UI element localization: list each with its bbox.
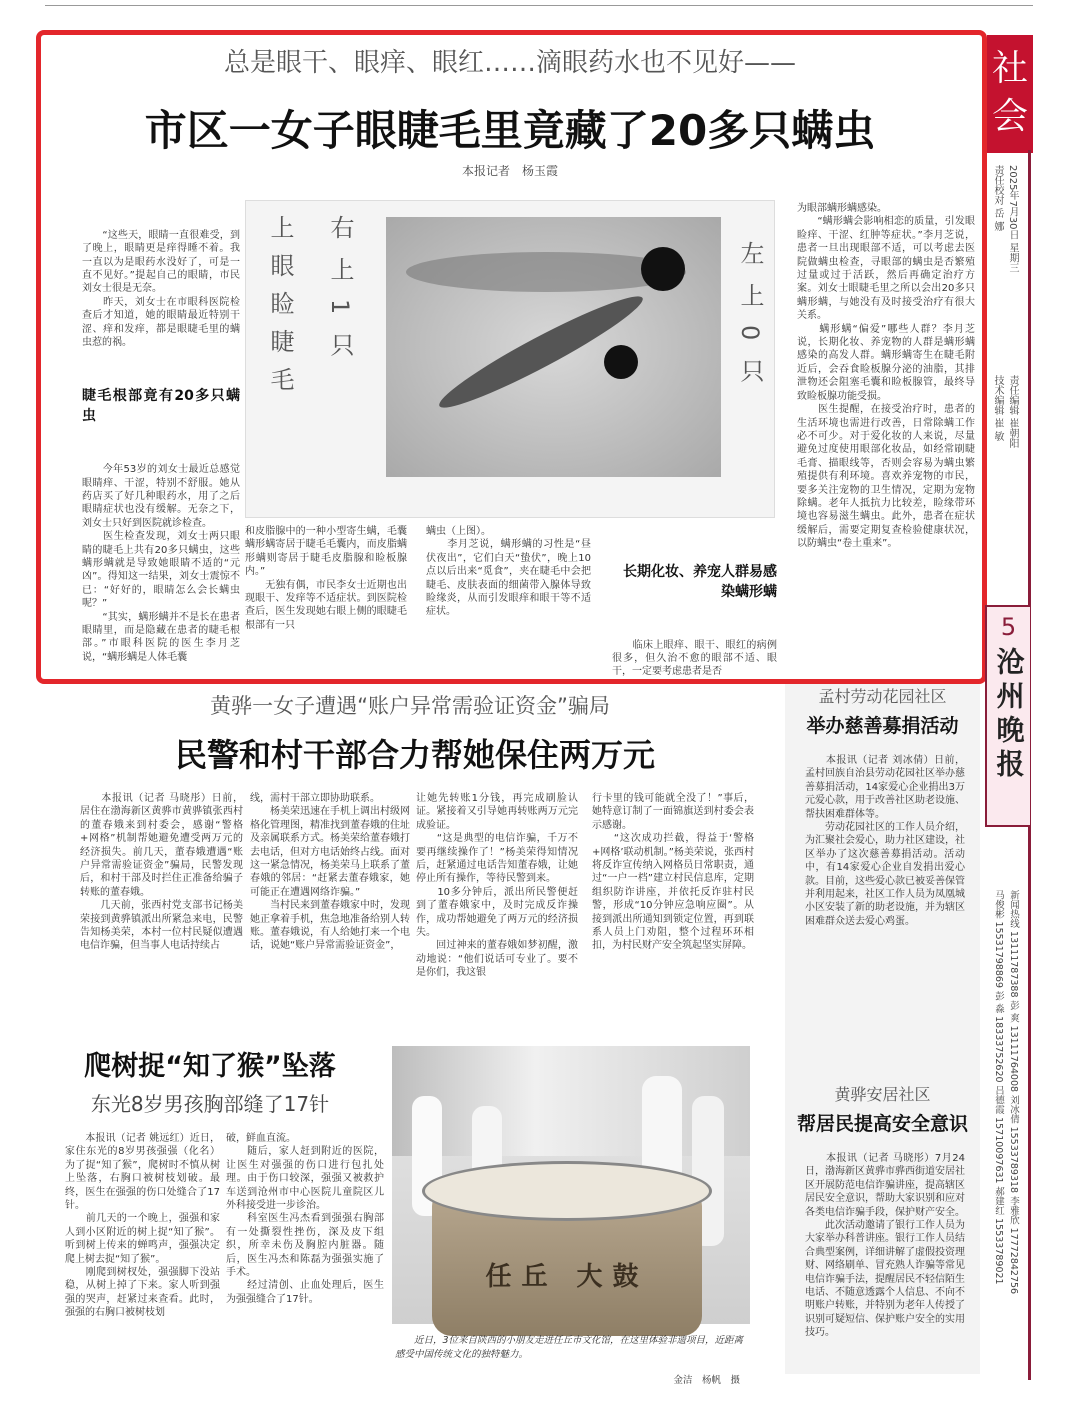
article1-column-5: 为眼部螨形螨感染。 “螨形螨会影响相恋的质量，引发眼睑痒、干涩、红肿等症状。”李月芝说，患者一旦出现眼部不适，可以考虑去医院做螨虫检查，寻眼部的螨虫是否繁殖过量或过于活跃，然后再确定治疗方案。刘女士眼睫毛里之所以会出20多只螨形螨，与她没有及时接受治疗有很大关系。 螨形螨“偏爱”哪些人群？李月芝说，长期化妆、养宠物的人群是螨形螨感染的高发人群。螨形螨寄生在睫毛附近后，会吞食睑板腺分泌的油脂，其排泄物还会阻塞毛囊和睑板腺管，最终导致睑板腺功能受损。 医生提醒，在接受治疗时，患者的生活环境也需进行改善，日常除螨工作必不可少。对于爱化妆的人来说，尽量避免过度使用眼部化妆品，如经常刷睫毛膏、描眼线等，否则会容易为螨虫繁殖提供有利环境。喜欢养宠物的市民，要多关注宠物的卫生情况，定期为宠物除螨。老年人抵抗力比较差，睑缘带环境也容易滋生螨虫。此外，患者在症状缓解后，需要定期复查检验健康状况，以防螨虫“卷土重来”。	[797, 203, 975, 550]
article1-column-3: 螨虫（上图）。 李月芝说，螨形螨的习性是“昼伏夜出”，它们白天“蛰伏”，晚上10点以后出来“觅食”，夹在睫毛中会把睫毛、皮肤表面的细菌带入腺体导致睑缘炎，从而引发眼痒和眼干等不适症状。	[426, 526, 591, 618]
photo-label-right: 左上0只	[736, 241, 764, 401]
article2-column-1: 本报讯（记者 马晓彤）日前，居住在渤海新区黄骅市黄骅镇张西村的董春娥来到村委会，感谢“警格+网格”机制帮她避免遭受两万元的经济损失。前几天，董春娥遭遇“账户异常需验证资金”骗局，民警发现后，和村干部及时拦住正准备给骗子转账的董春娥。 几天前，张西村党支部书记杨美荣接到黄骅镇派出所紧急来电，民警告知杨美荣，本村一位村民疑似遭遇电信诈骗，但当事人电话持续占	[80, 793, 243, 952]
page-top-rule	[45, 5, 1033, 6]
article1-text: 临床上眼痒、眼干、眼红的病例很多，但久治不愈的眼部不适、眼干，一定要考虑患者是否	[612, 639, 777, 678]
paper-nameplate	[985, 605, 1030, 827]
proofreader: 责任校对 岳 娜	[992, 165, 1003, 232]
article1-text: 今年53岁的刘女士最近总感觉眼睛痒、干涩，特别不舒服。她从药店买了好几种眼药水，用了之后眼睛症状也没有缓解。无奈之下，刘女士只好到医院就诊检查。 医生检查发现，刘女士两只眼睛的睫毛上共有20多只螨虫，这些螨形螨就是导致她眼睛不适的“元凶”。得知这一结果，刘女士震惊不已：“好好的，眼睛怎么会长螨虫呢？” “其实，螨形螨并不是长在患者眼睛里，而是隐藏在患者的睫毛根部。”市眼科医院的医生李月芝说，“螨形螨是人体毛囊	[82, 464, 240, 663]
hotline-numbers: 马俊彬 15531798869 彭 淼 18333752620 吕德霞 15710097631 郝建红 15533789021	[993, 890, 1004, 1285]
story2-kicker: 黄骅安居社区	[834, 1085, 931, 1104]
story2-body: 本报讯（记者 马晓彤）7月24日，渤海新区黄骅市骅西街道安居社区开展防范电信诈骗讲座，提高辖区居民安全意识，帮助大家识别和应对各类电信诈骗手段，保护财产安全。 此次活动邀请了银行工作人员为大家举办科普讲座。银行工作人员结合典型案例，详细讲解了虚假投资理财、网络刷单、冒充熟人诈骗等常见电信诈骗手法，提醒居民不轻信陌生电话、不随意透露个人信息、不向不明账户转账，并特别为老年人传授了识别可疑短信、保护账户安全的实用技巧。	[805, 1153, 965, 1339]
article3-column-1: 本报讯（记者 姚远红）近日，家住东光的8岁男孩强强（化名）为了捉“知了猴”，爬树时不慎从树上坠落，右胸口被树枝划破。最终，医生在强强的伤口处缝合了17针。 前几天的一个晚上，强强和家人到小区附近的树上捉“知了猴”。听到树上传来的蝉鸣声，强强决定爬上树去捉“知了猴”。 刚爬到树杈处，强强脚下没站稳，从树上掉了下来。家人听到强强的哭声，赶紧过来查看。此时，强强的右胸口被树枝划	[65, 1133, 220, 1319]
tech-editor: 技术编辑 崔 敏	[992, 375, 1003, 442]
editor: 责任编辑 崔朝阳	[1007, 375, 1018, 449]
section-tab: 社会	[987, 35, 1033, 153]
article1-byline: 本报记者 杨玉霞	[461, 164, 558, 178]
photo-caption: 近日，3位来自陕西的小朋友走进任丘市文化馆，在这里体验非遗项目，近距离感受中国传统文化的独特魅力。	[395, 1335, 744, 1360]
page-number: 5	[1000, 613, 1017, 641]
article3-headline: 爬树捉“知了猴”坠落	[84, 1051, 336, 1082]
article1-headline: 市区一女子眼睫毛里竟藏了20多只螨虫	[144, 106, 876, 155]
article2-column-2: 线，需村干部立即协助联系。 杨美荣迅速在手机上调出村级网格化管理图，精准找到董春娥的住址及亲属联系方式。杨美荣给董春娥打去电话，但对方电话始终占线。面对这一紧急情况，杨美荣马上联系了董春娥的邻居：“赶紧去董春娥家，她可能正在遭遇网络诈骗。” 当村民来到董春娥家中时，发现她正拿着手机，焦急地准备给别人转账。董春娥说，有人给她打来一个电话，说她“账户异常需验证资金”，	[250, 793, 410, 952]
story1-body: 本报讯（记者 刘冰倩）日前，孟村回族自治县劳动花园社区举办慈善募捐活动，14家爱心企业捐出3万元爱心款，用于改善社区助老设施、帮扶困难群体等。 劳动花园社区的工作人员介绍，为汇聚社会爱心，助力社区建设，社区举办了这次慈善募捐活动。活动中，有14家爱心企业自发捐出爱心款。目前，这些爱心款已被妥善保管并利用起来，社区工作人员为凤凰城小区安装了新的助老设施，并为辖区困难群众送去爱心鸡蛋。	[805, 755, 965, 927]
article1-text: “这些天，眼睛一直很难受，到了晚上，眼睛更是痒得睡不着。我一直以为是眼药水没好了，可是一直不见好。”提起自己的眼睛，市民刘女士很是无奈。 昨天，刘女士在市眼科医院检查后才知道，她的眼睛最近特别干涩、痒和发痒，都是眼睫毛里的螨虫惹的祸。	[82, 229, 240, 349]
drum-inscription: 任丘 大鼓	[485, 1262, 649, 1292]
drum-photo	[392, 1046, 750, 1324]
highlight-frame	[36, 30, 987, 684]
article3-subtitle: 东光8岁男孩胸部缝了17针	[90, 1092, 330, 1116]
photo-label-left: 上眼睑睫毛	[266, 215, 294, 405]
article2-kicker: 黄骅一女子遭遇“账户异常需验证资金”骗局	[210, 694, 610, 718]
photo-label-mid: 右上1只	[326, 215, 354, 375]
photo-credit: 金洁 杨帆 摄	[673, 1375, 740, 1386]
story2-headline: 帮居民提高安全意识	[796, 1113, 968, 1135]
article1-subhead: 睫毛根部竟有20多只螨虫	[82, 388, 240, 425]
article1-subhead: 长期化妆、养宠人群易感染螨形螨	[623, 563, 777, 600]
hotline-numbers: 新闻热线 13111787388 彭 爽 13111764008 刘冰倩 15533789318 李雅欣 17772842756	[1008, 890, 1019, 1295]
article2-headline: 民警和村干部合力帮她保住两万元	[174, 736, 655, 774]
paper-name: 沧州晚报	[992, 647, 1026, 783]
community-news-column	[785, 684, 980, 1374]
article2-column-4: 行卡里的钱可能就全没了！”事后，她特意订制了一面锦旗送到村委会表示感谢。 “这次成功拦截，得益于‘警格+网格’联动机制。”杨美荣说，张西村将反诈宣传纳入网格员日常职责，通过“一户一档”建立村民信息库，定期组织防诈讲座，并依托反诈驻村民警，形成“10分钟应急响应圈”。从接到派出所通知到锁定位置，再到联系人员上门劝阻，整个过程环环相扣，为村民财产安全筑起坚实屏障。	[592, 793, 754, 952]
story1-kicker: 孟村劳动花园社区	[818, 687, 947, 706]
article1-kicker: 总是眼干、眼痒、眼红……滴眼药水也不见好——	[223, 48, 796, 78]
article2-column-3: 让她先转账1分钱，再完成刷脸认证。紧接着又引导她再转账两万元完成验证。 “这是典型的电信诈骗，千万不要再继续操作了！”杨美荣得知情况后，赶紧通过电话告知董春娥，让她停止所有操作，等待民警到来。 10多分钟后，派出所民警便赶到了董春娥家中，及时完成反诈操作，成功帮她避免了两万元的经济损失。 回过神来的董春娥如梦初醒，激动地说：“他们说话可专业了。要不是你们，我这银	[416, 793, 578, 979]
article1-column-2: 和皮脂腺中的一种小型寄生螨，毛囊螨形螨寄居于睫毛毛囊内，而皮脂螨形螨则寄居于睫毛皮脂腺和睑板腺内。” 无独有偶，市民李女士近期也出现眼干、发痒等不适症状。到医院检查后，医生发现她右眼上侧的眼睫毛根部有一只	[245, 526, 407, 631]
story1-headline: 举办慈善募捐活动	[806, 715, 959, 737]
article3-column-2: 破，鲜血直流。 随后，家人赶到附近的医院，让医生对强强的伤口进行包扎处理。由于伤口较深，强强又被救护车送到沧州市中心医院儿童院区儿外科接受进一步诊治。 科室医生冯杰看到强强右胸部有一处撕裂性挫伤，深及皮下组织，所幸未伤及胸腔内脏器。随后，医生冯杰和陈磊为强强实施了手术。 经过清创、止血处理后，医生为强强缝合了17针。	[226, 1133, 384, 1305]
issue-date: 2025年7月30日 星期三	[1007, 165, 1018, 273]
drum-head	[422, 1161, 712, 1221]
